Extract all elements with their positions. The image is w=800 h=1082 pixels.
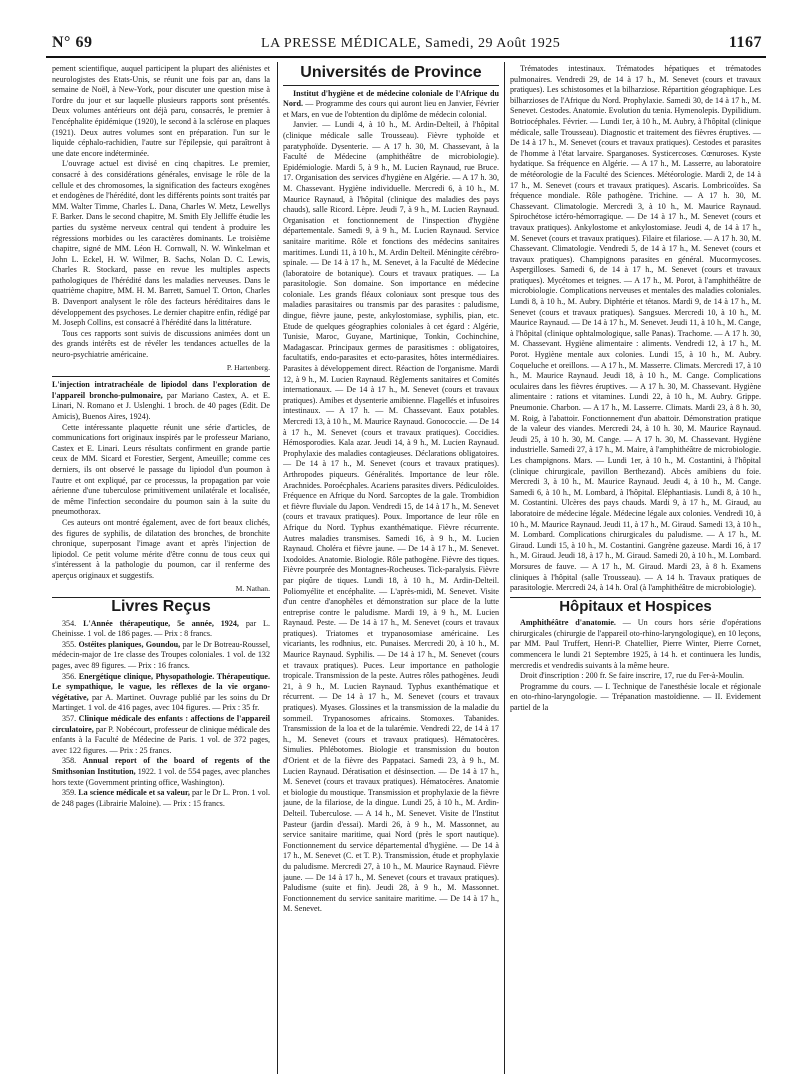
- institute-title: Institut d'hygiène et de médecine coloniale de l'Afrique du Nord.: [283, 88, 499, 109]
- anatomy-title: Amphithéâtre d'anatomie.: [520, 618, 616, 628]
- column-left: [52, 64, 270, 1076]
- page-number: 1167: [728, 34, 762, 51]
- column-right: [510, 64, 761, 1076]
- institute-intro: — Programme des cours qui auront lieu en Janvier, Février et Mars, en vue de l'obtention du diplôme de médecin colonial.: [283, 99, 499, 119]
- anatomy-programme: Programme du cours. — I. Technique de l'anesthésie locale et régionale en oto-rhino-laryngologie. — Trépanation mastoïdienne. — II. Evidement partiel de la: [510, 681, 761, 713]
- anatomy-announcement: [510, 618, 761, 671]
- publication-title: LA PRESSE MÉDICALE, Samedi, 29 Août 1925: [261, 36, 561, 51]
- review-hereditary-intro: pement scientifique, auquel participent la plupart des aliénistes et neurologistes des Etats-Unis, se réunit une fois par an, dans la semaine de Noël, à New-York, pour discuter une question mise à l'ordre du jour et sur laquelle plusieurs rapports sont présentés. Deux volumes antérieurs ont déjà paru, consacrés, le premier à l'encéphalite épidémique (1920), le second à la sclérose en plaques (1921). Deux autres volumes sont en préparation. l'un sur le liquide céphalo-rachidien, l'autre sur l'épilepsie, qui paraîtront à une date encore indéterminée.: [52, 64, 270, 158]
- anatomy-text: — Un cours hors série d'opérations chirurgicales (chirurgie de l'appareil oto-rhino-laryngologique), en 10 leçons, par MM. Paul Truffert, Henri-P. Chatellier, Pierre Winter, Pierre Cornet, commencera le lundi 21 Septembre 1925, à 14 h. et continuera les lundis, mercredis et vendredis suivants à la même heure.: [510, 618, 761, 670]
- book-entry: 357. Clinique médicale des enfants : affections de l'appareil circulatoire, par P. Nobécourt, professeur de clinique médicale des enfants à la Faculté de Médecine de Paris. 1 vol. de 372 pages, avec 122 figures. — Prix : 25 francs.: [52, 714, 270, 755]
- header-rule: [46, 56, 766, 58]
- review-hereditary-para-3: Tous ces rapports sont suivis de discussions animées dont un des grands intérêts est de révéler les tendances actuelles de la neuro-psychiatrie américaine.: [52, 328, 270, 360]
- books-received-title: Livres Reçus: [111, 598, 211, 616]
- review-lipiodol-para-1: Cette intéressante plaquette réunit une série d'articles, de communications fort originaux inspirés par le professeur Mariano, Castex et E. Linari. Leurs résultats confirment en grande partie ceux de MM. Sicard et Forestier, Sergent, Ameuille; comme ces derniers, ils ont observé le passage du lipiodol d'un poumon à l'autre et ont expliqué, par ce processus, la propagation par voie aérienne d'une tuberculose primitivement unilatérale et localisée, de même l'infection secondaire du poumon sain à la suite du pneumothorax.: [52, 422, 270, 517]
- column-middle: [283, 64, 499, 1076]
- issue-number: N° 69: [52, 34, 93, 51]
- review-signature-1: P. Hartenberg.: [226, 362, 270, 372]
- review-lipiodol-title: L'injection intratrachéale de lipiodol dans l'exploration de l'appareil broncho-pulmonaire,: [52, 380, 270, 400]
- review-lipiodol-heading: [52, 380, 270, 422]
- book-entry: 355. Ostéites planiques, Goundou, par le Dr Botreau-Roussel, médecin-major de 1re classe des Troupes coloniales. 1 vol. de 132 pages, avec 89 figures. — Prix : 16 francs.: [52, 639, 270, 671]
- anatomy-registration: Droit d'inscription : 200 fr. Se faire inscrire, 17, rue du Fer-à-Moulin.: [520, 671, 745, 681]
- page-header: [52, 34, 762, 54]
- book-entry: 356. Energétique clinique, Physopathologie. Thérapeutique. Le sympathique, le vague, les réflexes de la vie organo-végétative, par A. Martinet. Ouvrage publié par les soins du Dr Martinget. 1 vol. de 416 pages, avec 104 figures. — Prix : 35 fr.: [52, 671, 270, 713]
- course-schedule-feb-march: Trématodes intestinaux. Trématodes hépatiques et trématodes pulmonaires. Vendredi 29, de 14 à 17 h., M. Senevet (cours et travaux pratiques). Les schistosomes et la bilharziose. Répartition géographique. Les bilharzioses de l'Afrique du Nord. Prophylaxie. Samedi 30, de 14 à 17 h., M. Senevet. Cestodes. Anatomie. Evolution du tænia. Hymenolepis. Dypilidium. Botriocéphales. Février. — Lundi 1er, à 10 h., M. Aubry, à l'hôpital (clinique médicale, salle Trousseau). Diagnostic et traitement des fièvres éruptives. — De 14 à 17 h., M. Senevet (cours et travaux pratiques). Cestodes et parasites de l'homme à l'état larvaire. Sparganoses. Systicercoses. Cœnuroses. Kyste hydatique. Sa fréquence en Algérie. — A 17 h., M. Lasserre, au laboratoire de météorologie de la Faculté des Sciences. Météorologie. Mardi 2, de 14 à 17 h., M. Senevet (cours et travaux pratiques). Ascaris. Lombricoïdes. Sa fréquence mondiale. Rôle pathogène. Trichine. — A 17 h. 30, M. Chassevant. Climatologie. Mercredi 3, à 10 h., M. Maurice Raynaud. Spirochétose ictéro-hémorragique. — De 14 à 17 h., M. Senevet (cours et travaux pratiques). Ankylostome et ankylostomiase. Jeudi 4, de 14 à 17 h., M. Senevet (cours et travaux pratiques). Filaire et filariose. — A 17 h. 30, M. Chassevant. Climatologie. Vendredi 5, de 14 à 17 h., M. Senevet (cours et travaux pratiques). Champignons parasites en général. Mucormycoses. Aspergilloses. Samedi 6, de 14 à 17 h., M. Senevet (cours et travaux pratiques). Mycétomes et teignes. — A 17 h., M. Porot, à l'amphithéâtre de microbiologie. Complications nerveuses et mentales des maladies coloniales. Lundi 8, à 10 h., M. Aubry. Diphtérie et tétanos. Mardi 9, de 14 à 17 h., M. Senevet (cours et travaux pratiques). Sangsues. Mercredi 10, à 10 h., M. Maurice Raynaud. — De 14 à 17 h., M. Senevet. Jeudi 11, à 10 h., M. Cange, à l'hôpital (clinique ophtalmologique, salle Panas). Trachome. — A 17 h. 30, M. Chassevant. Hygiène alimentaire : aliments. Vendredi 12, à 17 h., M. Porot. Hygiène mentale aux colonies. Lundi 15, à 10 h., M. Aubry. Coqueluche et oreillons. — A 17 h., M. Masserre. Climats. Mercredi 17, à 10 h., M. Maurice Raynaud. Jeudi 18, à 10 h., M. Cange. Complications oculaires dans les fièvres éruptives. — A 17 h. 30, M. Chassevant. Hygiène alimentaire : rations et vitamines. Lundi 22, à 10 h., M. Aubry. Grippe. Pneumonie. Charbon. — A 17 h., M. Lasserre. Climats. Mardi 23, à 8 h. 30, M. Roig, à l'abattoir. Fonctionnement d'un abattoir. Démonstration pratique de la valeur des viandes. Mercredi 24, à 10 h. 30, M. Maurice Raynaud. Jeudi 25, à 10 h. 30, M. Cange. — A 17 h. 30, M. Chassevant. Hygiène industrielle. Samedi 27, à 17 h., M. Maire, à l'amphithéâtre de microbiologie. Les champignons. Mars. — Lundi 1er, à 10 h., M. Costantini, à l'hôpital (clinique chirurgicale, pavillon Berthezand). Abcès amibiens du foie. Mercredi 3, à 10 h., M. Maurice Raynaud. Jeudi 4, à 10 h., M. Cange. Samedi 6, à 10 h., M. Lombard, à l'hôpital. Eléphantiasis. Lundi 8, à 10 h., M. Costantini. Ulcères des pays chauds. Mardi 9, à 17 h., M. Giraud, au laboratoire de médecine légale. Médecine légale aux colonies. Vendredi 10, à 10 h., M. Maurice Raynaud. Jeudi 11, à 17 h., M. Giraud. Samedi 13, à 10 h., M. Lombard. Complications chirurgicales du paludisme. — A 17 h., M. Giraud. Lundi 15, à 10 h., M. Costantini. Gangrène gazeuse. Mardi 16, à 17 h., M. Giraud. Jeudi 18, à 17 h., M. Giraud. Samedi 20, à 10 h., M. Lombard. Morsures de fauve. — A 17 h., M. Giraud. Mardi 23, à 8 h. Examens cliniques à l'hôpital (salle Trousseau). — A 14 h. Travaux pratiques de parasitologie. Mercredi 24, à 14 h. Oral (à l'amphithéâtre de microbiologie).: [510, 64, 761, 593]
- divider: [283, 85, 499, 86]
- book-entry: 354. L'Année thérapeutique, 5e année, 1924, par L. Cheinisse. 1 vol. de 186 pages. — Prix : 8 francs.: [52, 618, 270, 639]
- book-entry: 358. Annual report of the board of regents of the Smithsonian Institution, 1922. 1 vol. de 554 pages, avec planches hors texte (Government printing office, Washington).: [52, 756, 270, 787]
- review-lipiodol-para-2: Ces auteurs ont montré également, avec de fort beaux clichés, des figures de syphilis, de dilatation des bronches, de bronchite chronique, superposant l'image avant et après l'injection de lipiodol. Ce petit volume mérite d'être connu de tous ceux qui s'intéressent à la pathologie du poumon, car il renferme des aperçus originaux et suggestifs.: [52, 517, 270, 580]
- universities-title: Universités de Province: [300, 64, 482, 81]
- review-lipiodol-ref: par Mariano Castex, A. et E. Linari, N. Romano et J. Uslenghi. 1 broch. de 40 pages (Edit. De Amicis), Buenos Aires, 1924).: [52, 390, 270, 421]
- column-divider-1: [277, 62, 278, 1074]
- divider: [52, 376, 270, 377]
- institute-lead: [283, 89, 499, 121]
- column-divider-2: [504, 62, 505, 1074]
- book-entry: 359. La science médicale et sa valeur, par le Dr L. Pron. 1 vol. de 248 pages (Librairie Maloine). — Prix : 15 francs.: [52, 788, 270, 808]
- hospitals-title: Hôpitaux et Hospices: [559, 597, 712, 615]
- review-signature-2: M. Nathan.: [235, 583, 270, 593]
- course-schedule-january: Janvier. — Lundi 4, à 10 h., M. Ardin-Delteil, à l'hôpital (clinique médicale salle Trousseau). Fièvre typhoïde et paratyphoïde. Dysenterie. — A 17 h. 30, M. Chassevant, à la Faculté de Médecine (amphithéâtre de microbiologie). Epidémiologie. Mardi 5, à 9 h., M. Lucien Raynaud, rue Bruce. 17. Organisation des services d'hygiène en Algérie. — A 17 h. 30, M. Chassevant. Hygiène individuelle. Mercredi 6, à 10 h., M. Maurice Raynaud, à l'hôpital (clinique des maladies des pays chauds), salle Ricord. Lèpre. Jeudi 7, à 9 h., M. Lucien Raynaud. Organisation et fonctionnement de l'inspection d'hygiène départementale. Samedi 9, à 9 h., M. Lucien Raynaud. Service sanitaire maritime. Rôle et fonctions des médecins sanitaires maritimes. Lundi 11, à 10 h., M. Ardin Delteil. Méningite cérébro-spinale. — De 14 à 17 h., M. Senevet, à la Faculté de Médecine (laboratoire de botanique). Cours et travaux pratiques. — La parasitologie. Son domaine. Son importance en médecine coloniale. Les grands fléaux coloniaux sont presque tous des maladies parasitaires ou transmis par des parasites : paludisme, dingue, fièvre jaune, peste, ankylostomiase, syphilis, pian, etc. Etude de quelques géographies coloniales à cet égard : Algérie, Tunisie, Maroc, Guyane, Martinique, Tonkin, Cochinchine, Madagascar. Principaux germes de parasitismes : obligatoires, facultatifs, endo-parasites et ecto-parasites, hôtes intermédiaires. Parasites à développement direct. Réaction de l'organisme. Mardi 12, à 9 h., M. Lucien Raynaud. Règlements sanitaires et Comités internationaux. — De 14 à 17 h., M. Senevet (cours et travaux pratiques). Amibes et dysenterie amibienne. Flagellés et infusoires intestinaux. — A 17 h. — M. Chassevant. Eaux potables. Mercredi 13, à 10 h., M. Maurice Raynaud. Gonococcie. — De 14 à 17 h., M. Senevet (cours et travaux pratiques). Coccidies. Hémosporodies. Kala azar. Jeudi 14, à 9 h., M. Lucien Raynaud. Prophylaxie des maladies contagieuses. Déclarations obligatoires. — De 14 à 17 h., M. Senevet (cours et travaux pratiques). Arthropodes piqueurs. Généralités. Importance de leur rôle. Arachnides. Poroécphales. Acariens parasites divers. Pédiculoïdes. Fréquence en Afrique du Nord. Sarcoptes de la gale. Trombidion et fièvre fluviale du Japon. Vendredi 15, de 14 à 17 h., M. Senevet (cours et travaux pratiques). Poux. Importance de leur rôle en Afrique du Nord. Typhus exanthématique. Fièvre récurrente. Autres maladies transmises. Samedi 16, à 9 h., M. Lucien Raynaud. Choléra et fièvre jaune. — De 14 à 17 h., M. Senevet. Ixodoïdes. Anatomie. Biologie. Rôle pathogène. Fièvre des tiques. Fièvre pourprée des Montagnes-Rocheuses. Tick-paralysis. Fièvre par piqûre de tiques. Lundi 18, à 10 h., M. Ardin-Delteil. Poliomyélite et encéphalite. — L'après-midi, M. Senevet. Visite d'un centre d'anophèles et démonstration sur place de la lutte entreprise contre le paludisme. Mardi 19, à 9 h., M. Lucien Raynaud. Peste. — De 14 à 17 h., M. Senevet (cours et travaux pratiques). Triatomes et trypanosomiase américaine. Les vicariants, les rodhnius, etc. Punaises. Mercredi 20, à 10 h., M. Maurice Raynaud. Syphilis. — De 14 à 17 h., M. Senevet (cours et travaux pratiques). Puces. Leur importance en pathologie tropicale. Transmission de la peste. Autres rôles pathogènes. Jeudi 21, à 9 h., M. Lucien Raynaud. Typhus exanthématique et récurrent. — De 14 à 17 h., M. Senevet (cours et travaux pratiques). Myases. Glossines et la transmission de la maladie du sommeil. Trypanosomes africains. Stomoxes. Tabanides. Transmission de la loa et de la tularémie. Vendredi 22, de 14 à 17 h., M. Senevet (cours et travaux pratiques). Hématocères. Simulies. Phlébotomes. Biologie et transmission du bouton d'Orient et de la fièvre des Pappataci. Samedi 23, à 9 h., M. Lucien Raynaud. Dératisation et désinsection. — De 14 à 17 h., M. Senevet (cours et travaux pratiques). Hématocères. Anatomie et biologie du moustique. Transmission et prophylaxie de la fièvre jaune, de la filariose, de la dingue. Lundi 25, à 10 h., M. Ardin-Delteil. Tuberculose. — A 14 h., M. Senevet. Visite de l'Institut Pasteur (jardin d'essai). Mardi 26, à 9 h., M. Massonnet, au service sanitaire maritime, quai Nord (près le sport nautique). Fonctionnement du service départemental d'hygiène. — De 14 à 17 h., M. Senevet (C. et T. P.). Transmission, étude et prophylaxie du paludisme. Mercredi 27, à 10 h., M. Maurice Raynaud. Fièvre jaune. — De 14 à 17 h., M. Senevet (cours et travaux pratiques). Paludisme (suite et fin). Jeudi 28, à 9 h., M. Massonnet. Fonctionnement du service sanitaire maritime. — De 14 à 17 h., M. Senevet.: [283, 120, 499, 914]
- review-hereditary-para-2: L'ouvrage actuel est divisé en cinq chapitres. Le premier, consacré à des considérations générales, envisage le rôle de la cellule et des chromosomes, la signification des facteurs exogènes et endogènes de l'hérédité, dont les différents points sont traités par MM. Walter Timme, Charles L. Dana, Charles W. Metz, Lewellys F. Barker. Dans le second chapitre, M. Smith Ely Jelliffe étudie les parties du système nerveux central qui tendent à produire les régressions morbides ou les caractères dominants. Le troisième chapitre, signé de MM. Léon H. Cornwall, N. W. Winkelman et John L. Eckel, H. W. Wilmer, B. Sachs, Nolan D. C. Lewis, Charles R. Stockard, passe en revue les multiples aspects pathologiques de l'hérédité dans les maladies nerveuses. Dans le quatrième chapitre, MM. H. M. Barrett, Samuel T. Orton, Charles B. Davenport analysent le rôle des facteurs héréditaires dans le développement des psychoses. Le dernier chapitre enfin, rédigé par M. Joseph Collins, est consacré à l'hérédité dans la littérature.: [52, 159, 270, 328]
